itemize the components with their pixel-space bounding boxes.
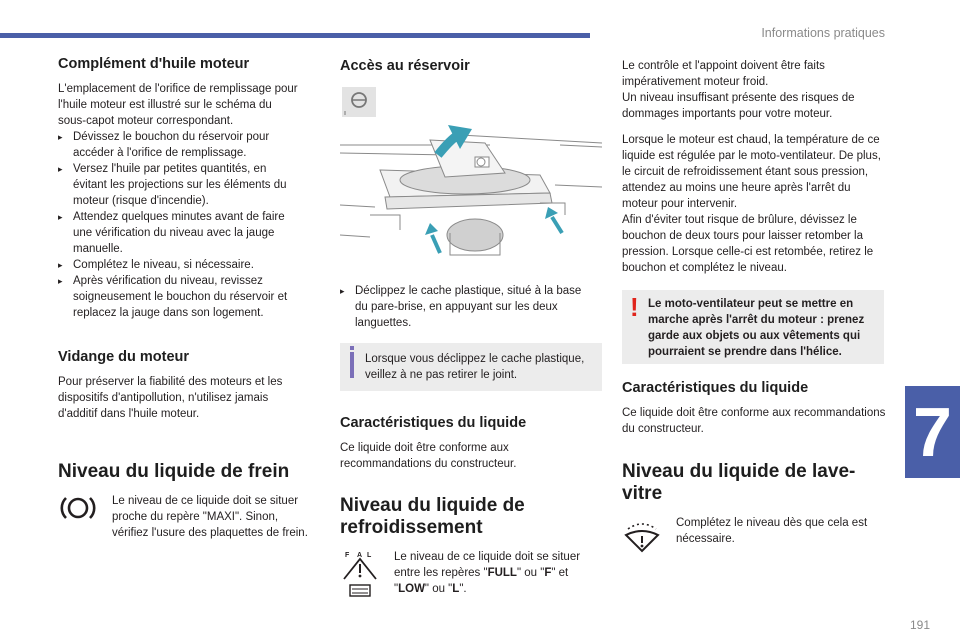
bullet-marker: ▸: [58, 276, 63, 286]
coolant-notes: [622, 58, 887, 276]
brake-text: Le niveau de ce liquide doit se situer proche du repère "MAXI". Sinon, vérifiez l'usure des plaquettes de frein.: [112, 495, 308, 539]
characteristics-text-1: Ce liquide doit être conforme aux recommandations du constructeur.: [340, 442, 517, 470]
bullet-marker: ▸: [340, 286, 345, 296]
bullet-marker: ▸: [58, 132, 63, 142]
brake-section: [58, 461, 318, 541]
warning-box: [622, 290, 884, 364]
reservoir-bullet: ▸ Déclippez le cache plastique, situé à la base du pare-brise, en appuyant sur les deux languettes.: [340, 285, 582, 329]
brake-title: Niveau du liquide de frein: [58, 461, 290, 482]
characteristics-section-2: [622, 380, 887, 437]
warning-icon: !: [630, 292, 639, 322]
brake-warning-icon: [58, 493, 98, 528]
coolant-text: Le niveau de ce liquide doit se situer entre les repères "FULL" ou "F" et "LOW" ou "L".: [394, 551, 581, 595]
column-1: [58, 56, 298, 321]
drain-text: Pour préserver la fiabilité des moteurs et les dispositifs d'antipollution, n'utilisez jamais d'additif dans l'huile moteur.: [58, 376, 283, 420]
oil-bullet-3: ▸ Attendez quelques minutes avant de faire une vérification du niveau avec la jauge manuelle.: [58, 211, 285, 255]
coolant-title: Niveau du liquide de refroidissement: [340, 495, 525, 538]
washer-title: Niveau du liquide de lave-vitre: [622, 461, 856, 504]
characteristics-text-2: Ce liquide doit être conforme aux recommandations du constructeur.: [622, 407, 886, 435]
icon-label-l: L: [367, 552, 372, 559]
note-low-level: Un niveau insuffisant présente des risques de dommages importants pour votre moteur.: [622, 92, 855, 120]
bullet-marker: ▸: [58, 164, 63, 174]
info-note-box: [340, 343, 602, 391]
washer-text: Complétez le niveau dès que cela est nécessaire.: [676, 517, 868, 545]
characteristics-title-2: Caractéristiques du liquide: [622, 380, 809, 396]
page-number: 191: [909, 618, 930, 632]
oil-bullet-1: ▸ Dévissez le bouchon du réservoir pour accéder à l'orifice de remplissage.: [58, 131, 270, 159]
characteristics-section-1: [340, 415, 595, 472]
oil-intro: L'emplacement de l'orifice de remplissage pour l'huile moteur est illustré sur le schéma du sous-capot moteur correspondant.: [58, 83, 298, 127]
washer-fluid-icon: [622, 515, 662, 560]
oil-bullet-2: ▸ Versez l'huile par petites quantités, en évitant les projections sur les éléments du moteur (risque d'incendie).: [58, 163, 287, 207]
icon-label-f: F: [345, 552, 350, 559]
oil-title: Complément d'huile moteur: [58, 56, 250, 72]
icon-label-a: A: [357, 552, 363, 559]
warning-text: Le moto-ventilateur peut se mettre en marche après l'arrêt du moteur : prenez garde aux objets ou aux vêtements qui pourraient se prendre dans l'hélice.: [648, 298, 865, 358]
note-burn-risk: Afin d'éviter tout risque de brûlure, dévissez le bouchon de deux tours pour laisser retomber la pression. Lorsque celle-ci est retombée, retirez le bouchon et complétez le niveau.: [622, 214, 874, 274]
characteristics-title-1: Caractéristiques du liquide: [340, 415, 527, 431]
section-header: Informations pratiques: [761, 26, 885, 40]
top-accent-bar: [0, 33, 590, 38]
drain-section: [58, 349, 303, 422]
drain-title: Vidange du moteur: [58, 349, 190, 365]
note-hot-engine: Lorsque le moteur est chaud, la température de ce liquide est régulée par le moto-ventilateur. De plus, le circuit de refroidissement étant sous pression, attendez au moins une heure après l'arrêt du moteur pour intervenir.: [622, 134, 881, 210]
steering-wheel-icon: [342, 87, 376, 117]
washer-section: [622, 461, 887, 560]
bullet-marker: ▸: [58, 260, 63, 270]
note-cold-engine: Le contrôle et l'appoint doivent être faits impérativement moteur froid.: [622, 60, 825, 88]
info-icon: [350, 352, 354, 378]
chapter-tab: 7: [905, 386, 960, 478]
reservoir-illustration: [340, 85, 602, 275]
oil-bullet-5: ▸ Après vérification du niveau, revissez soigneusement le bouchon du réservoir et replacez la jauge dans son logement.: [58, 275, 288, 319]
coolant-section: [340, 495, 602, 604]
reservoir-title: Accès au réservoir: [340, 58, 470, 74]
reservoir-section: [340, 58, 602, 83]
oil-bullet-4: ▸ Complétez le niveau, si nécessaire.: [58, 259, 254, 271]
bullet-marker: ▸: [58, 212, 63, 222]
coolant-temperature-icon: [340, 549, 380, 604]
info-note-text: Lorsque vous déclippez le cache plastique, veillez à ne pas retirer le joint.: [365, 353, 585, 381]
